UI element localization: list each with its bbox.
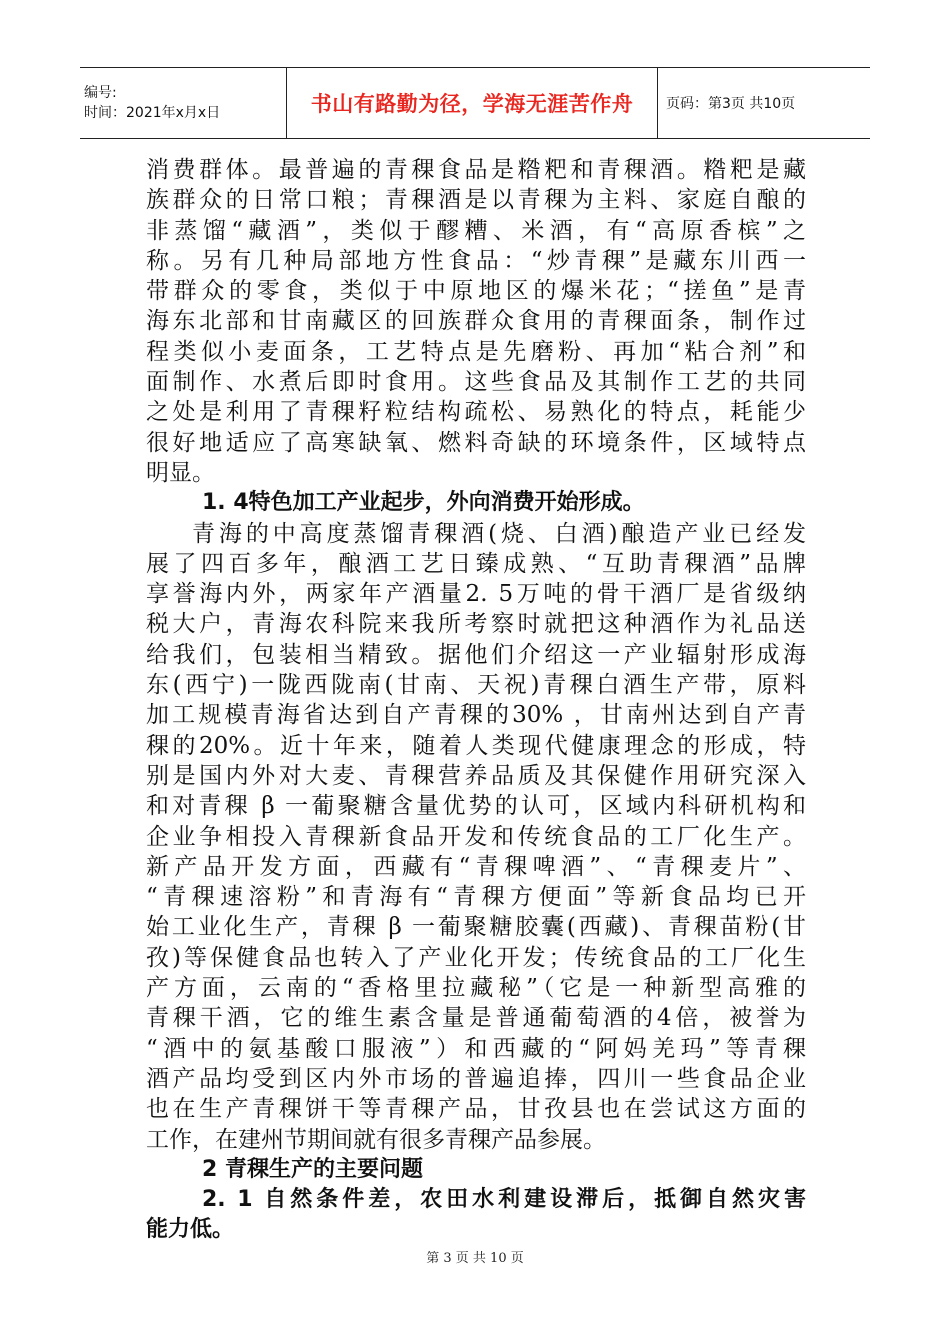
header-motto-cell <box>286 68 658 138</box>
paragraph-processing-industry <box>146 519 806 1155</box>
text-line: 面制作、水煮后即时食用。这些食品及其制作工艺的共同 <box>146 369 806 396</box>
page-header <box>80 67 870 139</box>
text-line: 税大户，青海农科院来我所考察时就把这种酒作为礼品送 <box>146 611 806 638</box>
section-heading-2-1-line2: 能力低。 <box>146 1217 235 1243</box>
text-line: 和对青稞 β 一葡聚糖含量优势的认可，区域内科研机构和 <box>146 793 806 820</box>
text-line: “酒中的氨基酸口服液”）和西藏的“阿妈羌玛”等青稞 <box>146 1035 806 1062</box>
text-line: 程类似小麦面条，工艺特点是先磨粉、再加“粘合剂”和 <box>146 338 806 365</box>
text-line: 消费群体。最普遍的青稞食品是糌粑和青稞酒。糌粑是藏 <box>146 157 806 183</box>
section-heading-2: 2 青稞生产的主要问题 <box>202 1156 423 1182</box>
text-line: 明显。 <box>146 459 215 486</box>
page-info: 页码：第3页 共10页 <box>666 96 796 112</box>
text-line: 享誉海内外，两家年产酒量2. 5万吨的骨干酒厂是省级纳 <box>146 581 806 608</box>
section-heading-2-1-line1: 2. 1 自然条件差，农田水利建设滞后，抵御自然灾害 <box>202 1187 806 1213</box>
text-line: 很好地适应了高寒缺氧、燃料奇缺的环境条件，区域特点 <box>146 429 806 456</box>
text-line: 新产品开发方面，西藏有“青稞啤酒”、“青稞麦片”、 <box>146 853 806 880</box>
text-line: 酒产品均受到区内外市场的普遍追捧，四川一些食品企业 <box>146 1065 806 1092</box>
document-body <box>146 155 806 1246</box>
section-heading-1-4: 1. 4特色加工产业起步，外向消费开始形成。 <box>202 490 645 516</box>
text-line: 产方面，云南的“香格里拉藏秘”（它是一种新型高雅的 <box>146 975 806 1002</box>
text-line: 非蒸馏“藏酒”，类似于醪糟、米酒，有“高原香槟”之 <box>146 217 806 244</box>
date-label: 时间：2021年x月x日 <box>84 105 221 121</box>
text-line: 称。另有几种局部地方性食品：“炒青稞”是藏东川西一 <box>146 247 806 274</box>
text-line: 青海的中高度蒸馏青稞酒(烧、白酒)酿造产业已经发 <box>192 520 806 547</box>
text-line: 别是国内外对大麦、青稞营养品质及其保健作用研究深入 <box>146 762 806 789</box>
text-line: 族群众的日常口粮；青稞酒是以青稞为主料、家庭自酿的 <box>146 187 806 214</box>
text-line: 海东北部和甘南藏区的回族群众食用的青稞面条，制作过 <box>146 308 806 335</box>
text-line: 始工业化生产，青稞 β 一葡聚糖胶囊(西藏)、青稞苗粉(甘 <box>146 914 806 941</box>
text-line: 之处是利用了青稞籽粒结构疏松、易熟化的特点，耗能少 <box>146 399 806 426</box>
header-page-info-cell <box>658 68 870 138</box>
motto-text: 书山有路勤为径，学海无涯苦作舟 <box>310 92 634 116</box>
text-line: 也在生产青稞饼干等青稞产品，甘孜县也在尝试这方面的 <box>146 1096 806 1123</box>
text-line: 工作，在建州节期间就有很多青稞产品参展。 <box>146 1126 606 1153</box>
text-line: “青稞速溶粉”和青海有“青稞方便面”等新食品均已开 <box>146 884 806 911</box>
paragraph-food-products <box>146 155 806 488</box>
text-line: 青稞干酒，它的维生素含量是普通葡萄酒的4倍，被誉为 <box>146 1005 806 1032</box>
text-line: 孜)等保健食品也转入了产业化开发；传统食品的工厂化生 <box>146 944 806 971</box>
text-line: 带群众的零食，类似于中原地区的爆米花；“搓鱼”是青 <box>146 278 806 305</box>
text-line: 东(西宁)一陇西陇南(甘南、天祝)青稞白酒生产带，原料 <box>146 672 806 699</box>
text-line: 给我们，包装相当精致。据他们介绍这一产业辐射形成海 <box>146 641 806 668</box>
number-label: 编号: <box>84 85 117 101</box>
text-line: 加工规模青海省达到自产青稞的30% ，甘南州达到自产青 <box>146 702 806 729</box>
text-line: 稞的20%。近十年来，随着人类现代健康理念的形成，特 <box>146 732 806 759</box>
text-line: 企业争相投入青稞新食品开发和传统食品的工厂化生产。 <box>146 823 806 850</box>
header-meta <box>80 68 286 138</box>
text-line: 展了四百多年，酿酒工艺日臻成熟、“互助青稞酒”品牌 <box>146 550 806 577</box>
page-footer: 第 3 页 共 10 页 <box>426 1251 524 1266</box>
